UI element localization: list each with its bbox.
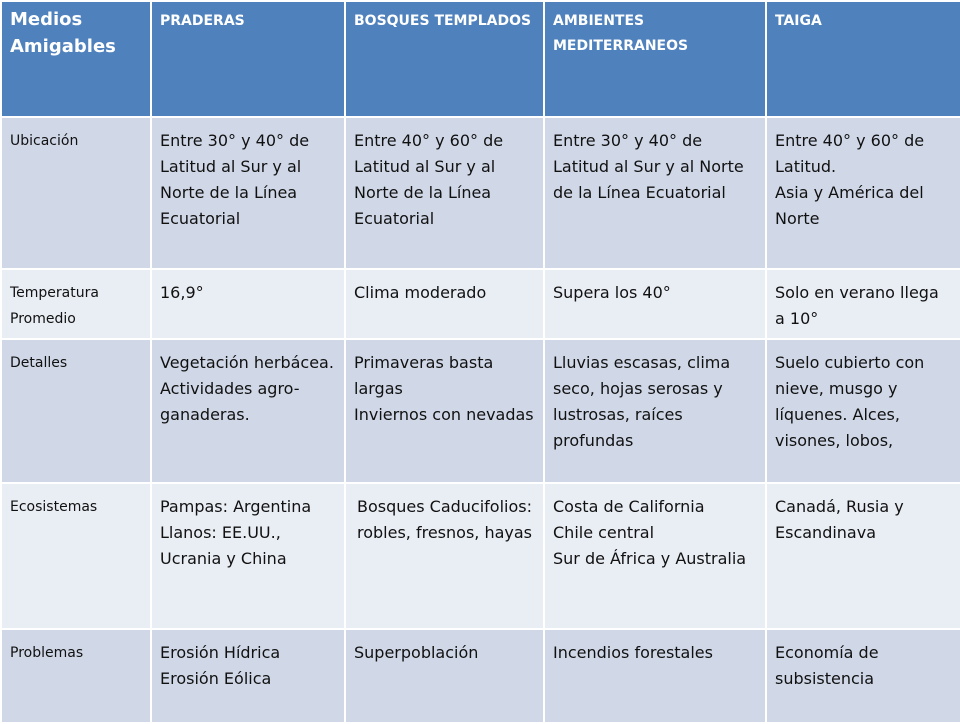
row-label: Problemas [1, 629, 151, 723]
table-cell: Economía de subsistencia [766, 629, 960, 723]
table-cell: 16,9° [151, 269, 345, 339]
table-cell: Primaveras basta largas Inviernos con nevadas [345, 339, 544, 483]
table-cell: Entre 40° y 60° de Latitud al Sur y al Norte de la Línea Ecuatorial [345, 117, 544, 269]
table-cell: Canadá, Rusia y Escandinava [766, 483, 960, 629]
row-label: Detalles [1, 339, 151, 483]
table-cell: Incendios forestales [544, 629, 766, 723]
table-cell: Solo en verano llega a 10° [766, 269, 960, 339]
row-label: Temperatura Promedio [1, 269, 151, 339]
table-cell: Suelo cubierto con nieve, musgo y líquenes. Alces, visones, lobos, [766, 339, 960, 483]
table-cell: Bosques Caducifolios: robles, fresnos, hayas [345, 483, 544, 629]
row-label: Ecosistemas [1, 483, 151, 629]
table-cell: Supera los 40° [544, 269, 766, 339]
table-cell: Pampas: Argentina Llanos: EE.UU., Ucrania y China [151, 483, 345, 629]
column-header-taiga: TAIGA [766, 1, 960, 117]
table-cell: Entre 30° y 40° de Latitud al Sur y al Norte de la Línea Ecuatorial [544, 117, 766, 269]
column-header-praderas: PRADERAS [151, 1, 345, 117]
table-cell: Entre 30° y 40° de Latitud al Sur y al Norte de la Línea Ecuatorial [151, 117, 345, 269]
table-row-ecosistemas [1, 483, 960, 629]
table-row-detalles [1, 339, 960, 483]
table-row-problemas [1, 629, 960, 723]
header-row [1, 1, 960, 117]
table-row-ubicacion [1, 117, 960, 269]
table-cell: Lluvias escasas, clima seco, hojas serosas y lustrosas, raíces profundas [544, 339, 766, 483]
table-cell: Superpoblación [345, 629, 544, 723]
table-cell: Clima moderado [345, 269, 544, 339]
table-cell: Erosión Hídrica Erosión Eólica [151, 629, 345, 723]
table-corner-title: Medios Amigables [1, 1, 151, 117]
column-header-bosques-templados: BOSQUES TEMPLADOS [345, 1, 544, 117]
row-label: Ubicación [1, 117, 151, 269]
table-cell: Costa de California Chile central Sur de África y Australia [544, 483, 766, 629]
table-cell: Entre 40° y 60° de Latitud. Asia y América del Norte [766, 117, 960, 269]
column-header-ambientes-mediterraneos: AMBIENTES MEDITERRANEOS [544, 1, 766, 117]
table-row-temperatura [1, 269, 960, 339]
table-cell: Vegetación herbácea. Actividades agro-ganaderas. [151, 339, 345, 483]
